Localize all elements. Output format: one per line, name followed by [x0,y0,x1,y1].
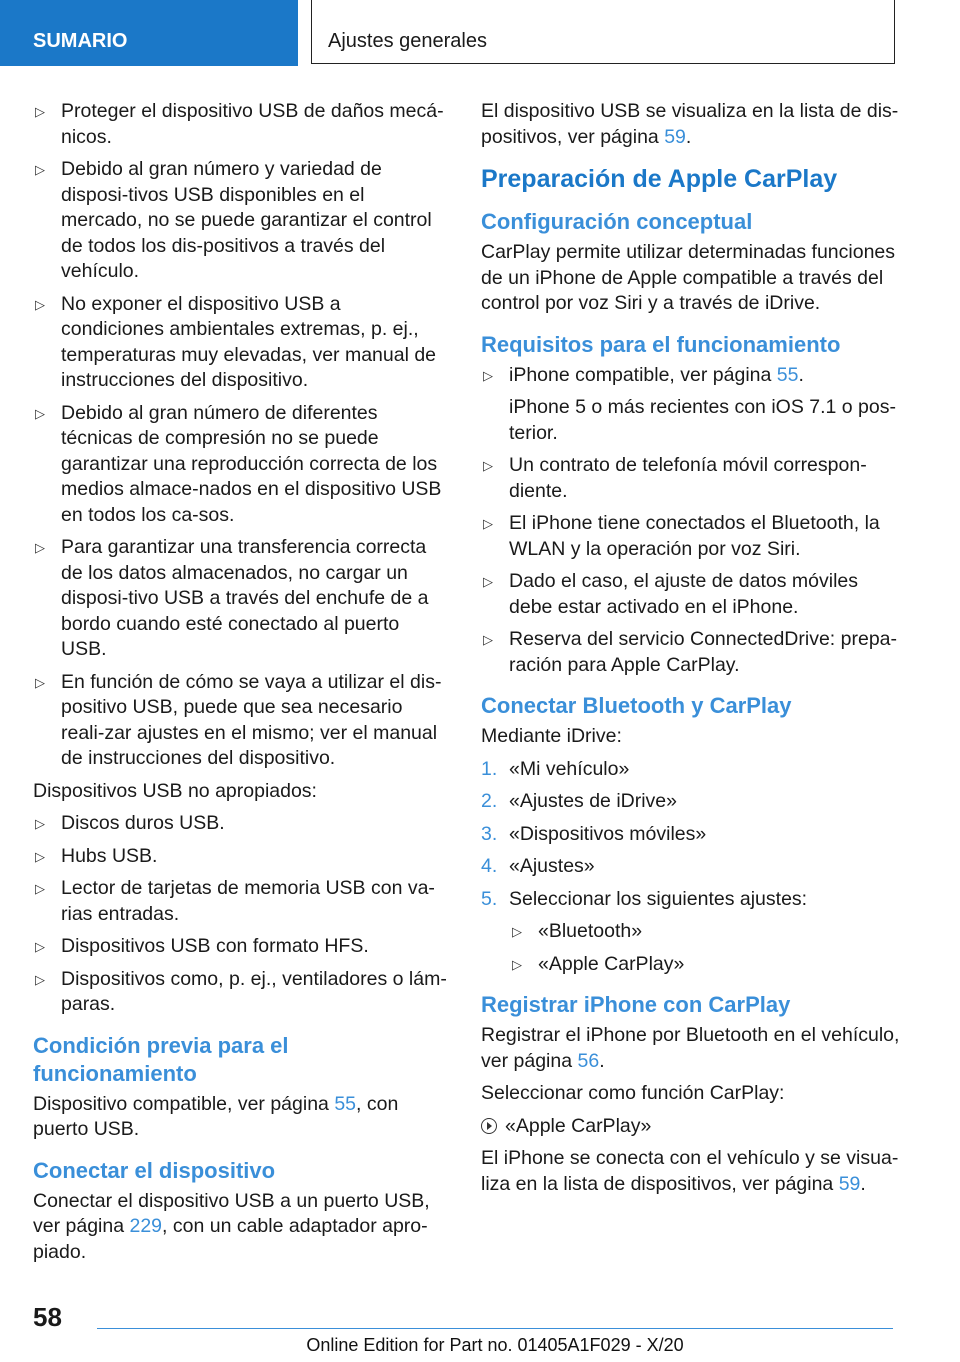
step-item: 3. «Dispositivos móviles» [481,822,707,845]
triangle-bullet-icon: ▷ [35,971,45,987]
list-item: ▷ iPhone compatible, ver página 55. [481,363,901,389]
page-link[interactable]: 55 [334,1092,357,1115]
list-item: ▷ Un contrato de telefonía móvil correspon-diente. [483,454,867,502]
list-item: ▷ En función de cómo se vaya a utilizar el dis-positivo USB, puede que sea necesario reali-zar ajustes en el mismo; ver el manual de instrucciones del dispositivo. [35,670,442,769]
sumario-tab[interactable]: SUMARIO [0,0,298,66]
sub-item: ▷ «Bluetooth» [481,919,901,945]
triangle-bullet-icon: ▷ [35,540,45,555]
triangle-bullet-icon: ▷ [35,848,45,864]
triangle-bullet-icon: ▷ [35,816,45,831]
triangle-bullet-icon: ▷ [35,296,45,312]
paragraph: Dispositivos USB no apropiados: [33,779,317,802]
play-icon [481,1118,497,1134]
list-item: ▷ Lector de tarjetas de memoria USB con va-rias entradas. [35,877,435,925]
list-item: ▷ Discos duros USB. [33,811,448,837]
triangle-bullet-icon: ▷ [483,458,493,473]
list-item: ▷ Dado el caso, el ajuste de datos móviles debe estar activado en el iPhone. [483,570,859,618]
paragraph: Dispositivo compatible, ver página 55, con puerto USB. [33,1092,399,1140]
paragraph: CarPlay permite utilizar determinadas funciones de un iPhone de Apple compatible a través del control por voz Siri y a través de iDrive. [481,241,896,314]
page-number: 58 [33,1302,62,1332]
paragraph: Registrar el iPhone por Bluetooth en el vehículo, ver página 56. [481,1024,900,1072]
step-item: 4. «Ajustes» [481,855,595,877]
list-item: ▷ Proteger el dispositivo USB de daños mecá-nicos. [35,100,444,148]
triangle-bullet-icon: ▷ [483,516,493,531]
list-item: ▷ Reserva del servicio ConnectedDrive: prepa-ración para Apple CarPlay. [483,628,898,676]
triangle-bullet-icon: ▷ [512,956,522,972]
right-column [481,99,901,1204]
heading-condicion: Condición previa para el funcionamiento [33,1032,289,1086]
list-item-note: iPhone 5 o más recientes con iOS 7.1 o pos-terior. [509,396,896,444]
triangle-bullet-icon: ▷ [35,674,45,690]
page-link[interactable]: 59 [838,1172,861,1195]
list-item: ▷ Dispositivos como, p. ej., ventiladores o lám-paras. [35,967,447,1015]
list-item: ▷ Hubs USB. [33,844,448,870]
footer-divider [97,1328,893,1329]
sub-item: ▷ «Apple CarPlay» [481,952,901,978]
footer-edition: Online Edition for Part no. 01405A1F029 - X/20 [306,1335,684,1355]
page-header [0,0,960,66]
triangle-bullet-icon: ▷ [483,574,493,589]
list-item: ▷ No exponer el dispositivo USB a condiciones ambientales extremas, p. ej., temperaturas muy elevadas, ver manual de instrucciones del dispositivo. [35,292,437,391]
page-link[interactable]: 229 [129,1215,163,1237]
select-item: «Apple CarPlay» [481,1114,901,1140]
list-item: ▷ El iPhone tiene conectados el Bluetooth, la WLAN y la operación por voz Siri. [483,512,880,560]
triangle-bullet-icon: ▷ [35,881,45,896]
triangle-bullet-icon: ▷ [35,939,45,954]
list-item: ▷ Para garantizar una transferencia correcta de los datos almacenados, no cargar un disposi-tivo USB a través del enchufe de a bordo cuando esté conectado al puerto USB. [35,536,429,660]
heading-config: Configuración conceptual [481,209,753,234]
list-item: ▷ Debido al gran número de diferentes técnicas de compresión no se puede garantizar una reproducción correcta de los medios almace-nados en el dispositivo USB en todos los ca-sos. [35,401,442,526]
paragraph: Mediante iDrive: [481,725,622,747]
triangle-bullet-icon: ▷ [512,924,522,939]
heading-conectar: Conectar el dispositivo [33,1157,276,1183]
heading-registrar: Registrar iPhone con CarPlay [481,992,791,1017]
page-link[interactable]: 59 [664,125,686,148]
paragraph: Seleccionar como función CarPlay: [481,1082,785,1104]
triangle-bullet-icon: ▷ [35,405,45,421]
section-title: Ajustes generales [311,0,895,64]
list-item: ▷ Debido al gran número y variedad de disposi-tivos USB disponibles en el mercado, no se puede garantizar el control de todos los dis-positivos a través del vehículo. [35,158,432,282]
paragraph: El iPhone se conecta con el vehículo y se visua-liza en la lista de dispositivos, ver página 59. [481,1147,899,1195]
heading-requisitos: Requisitos para el funcionamiento [481,331,841,357]
heading-prep: Preparación de Apple CarPlay [481,165,838,193]
paragraph: El dispositivo USB se visualiza en la lista de dis-positivos, ver página 59. [481,100,899,148]
step-item: 2. «Ajustes de iDrive» [481,790,677,812]
paragraph: Conectar el dispositivo USB a un puerto USB, ver página 229, con un cable adaptador apro-piado. [33,1189,430,1263]
triangle-bullet-icon: ▷ [483,632,493,647]
left-column [33,99,448,1272]
triangle-bullet-icon: ▷ [483,367,493,383]
page-link[interactable]: 56 [577,1049,600,1072]
step-item: 5. Seleccionar los siguientes ajustes: [481,887,808,910]
page-link[interactable]: 55 [776,363,799,386]
heading-bluetooth: Conectar Bluetooth y CarPlay [481,693,792,718]
list-item: ▷ Dispositivos USB con formato HFS. [33,934,448,960]
triangle-bullet-icon: ▷ [35,162,45,177]
triangle-bullet-icon: ▷ [35,104,45,119]
step-item: 1. «Mi vehículo» [481,757,630,780]
